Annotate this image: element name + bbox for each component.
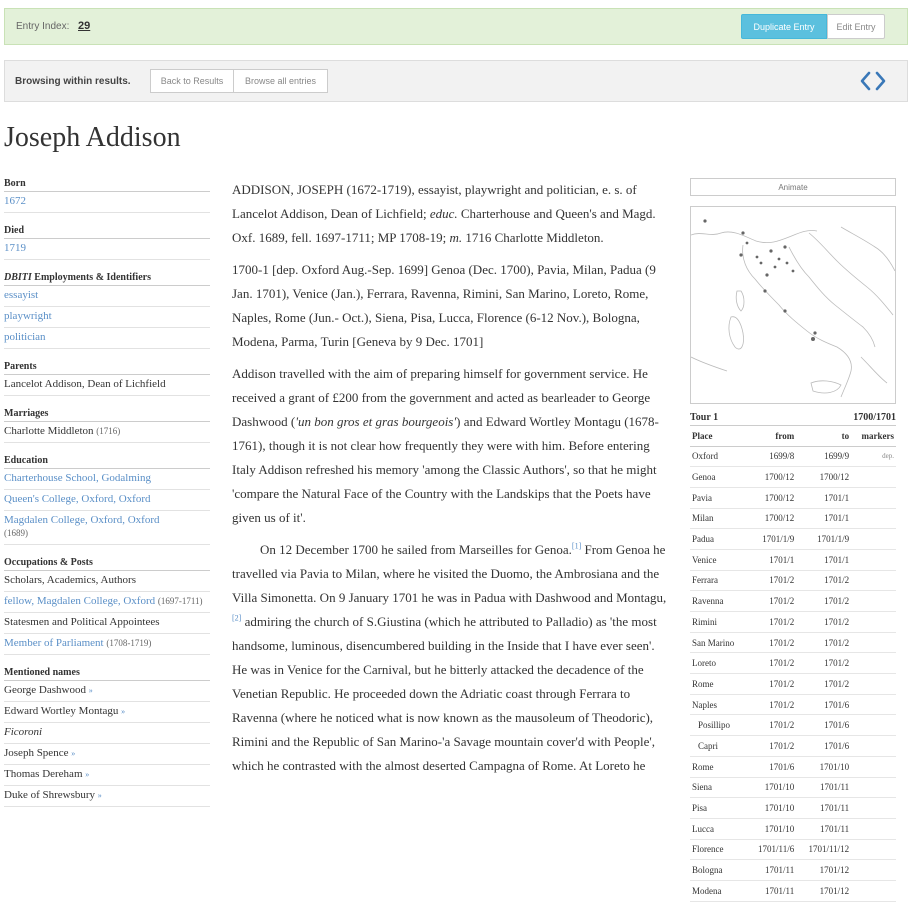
table-row[interactable]: Oxford 1699/8 1699/9 dep. [690, 446, 896, 467]
mentioned-name: Edward Wortley Montagu [4, 705, 119, 717]
marriage-year: (1716) [96, 426, 121, 436]
mentioned-names-heading: Mentioned names [4, 667, 210, 681]
table-row[interactable]: Rome 1701/2 1701/2 [690, 674, 896, 695]
entry-index-value[interactable]: 29 [78, 20, 91, 32]
born-year-link[interactable]: 1672 [4, 195, 26, 207]
table-row[interactable]: Padua 1701/1/9 1701/1/9 [690, 529, 896, 550]
entry-bar [4, 8, 908, 45]
table-row[interactable]: Lucca 1701/10 1701/11 [690, 818, 896, 839]
open-person-icon[interactable]: » [97, 791, 102, 800]
browse-label: Browsing within results. [15, 76, 131, 87]
back-to-results-button[interactable]: Back to Results [150, 69, 234, 93]
occupation-category: Scholars, Academics, Authors [4, 571, 210, 592]
animate-button[interactable]: Animate [690, 178, 896, 196]
bio-paragraph-itinerary: 1700-1 [dep. Oxford Aug.-Sep. 1699] Genoa (Dec. 1700), Pavia, Milan, Padua (9 Jan. 1701), Venice (Jan.), Ferrara, Ravenna, Rimini, San Marino, Loreto, Rome, Naples, Rome (Jun.- Oct.), Siena, Pisa, Lucca, Florence (6-12 Nov.), Bologna, Modena, Parma, Turin [Geneva by 9 Dec. 1701] [232, 262, 656, 349]
died-year-link[interactable]: 1719 [4, 242, 26, 254]
tour-years: 1700/1701 [853, 412, 896, 423]
mentioned-name: George Dashwood [4, 684, 86, 696]
bio-paragraph-journey: On 12 December 1700 he sailed from Marseilles for Genoa.[1] From Genoa he travelled via Pavia to Milan, where he visited the Duomo, the Ambrosiana and the Villa Simonetta. On 9 January 1701 he was in Padua with Dashwood and Montagu,[2] admiring the church of S.Giustina (which he attributed to Palladio) as 'the most handsome, luminous, disencumbered building in the Inside that I have ever seen'. He was in Venice for the Carnival, but he bitterly attacked the decadence of the Venetian Republic. He proceeded down the Adriatic coast through Ferrara to Ravenna (where he noticed what is now known as the mausoleum of Theodoric), Rimini and the Republic of San Marino-'a Savage mountain cover'd with People', which he contrasted with the almost deserted Campagna of Rome. At Loreto he [232, 541, 667, 773]
education-link[interactable]: Magdalen College, Oxford [4, 514, 123, 526]
col-from: from [747, 426, 796, 446]
employment-link[interactable]: playwright [4, 310, 52, 322]
footnote-link[interactable]: [2] [232, 613, 242, 623]
tour-map-markers [703, 219, 816, 341]
employments-heading: DBITI Employments & Identifiers [4, 272, 210, 286]
page-title: Joseph Addison [4, 122, 181, 153]
education-year: (1689) [4, 528, 28, 538]
table-row[interactable]: Posillipo 1701/2 1701/6 [690, 715, 896, 736]
tour-table [690, 426, 896, 902]
table-row[interactable]: Pavia 1700/12 1701/1 [690, 487, 896, 508]
dbiti-label: DBITI [4, 272, 32, 283]
spouse-name: Charlotte Middleton [4, 425, 94, 437]
table-row[interactable]: Milan 1700/12 1701/1 [690, 508, 896, 529]
table-row[interactable]: San Marino 1701/2 1701/2 [690, 632, 896, 653]
table-row[interactable]: Florence 1701/11/6 1701/11/12 [690, 839, 896, 860]
bio-paragraph-aims: Addison travelled with the aim of preparing himself for government service. He received a grant of £200 from the government and acted as bearleader to George Dashwood ('un bon gros et gras bourgeois') and Edward Wortley Montagu (1678-1761), though it is not clear how frequently they were with him. Before entering Italy Addison refreshed his memory 'among the Classic Authors', so that he might 'compare the Natural Face of the Country with the Landskips that the Poets have given us of it'. [232, 366, 659, 525]
open-person-icon[interactable]: » [121, 707, 126, 716]
entry-details-sidebar: Born 1672 Died 1719 DBITI Employments & Identifiers essayist playwright politician Parents Lancelot Addison, Dean of Lichfield Marriages Charlotte Middleton (1716) Education Charterhouse School, Godalming Queen's College, Oxford, Oxford Magdalen College, Oxford, Oxford (1689) Occupations & Posts Scholars, Academics, Authors fellow, Magdalen College, Oxford (1697-1711) Statesmen and Political Appointees Member of Parliament (1708-1719) Mentioned names George Dashwood » Edward Wortley Montagu » Ficoroni Joseph Spence » Thomas Dereham » Duke of Shrewsbury » [4, 178, 210, 807]
table-row[interactable]: Venice 1701/1 1701/1 [690, 549, 896, 570]
prev-entry-icon[interactable] [857, 69, 873, 93]
bio-paragraph-summary: ADDISON, JOSEPH (1672-1719), essayist, playwright and politician, e. s. of Lancelot Addison, Dean of Lichfield; educ. Charterhouse and Queen's and Magd. Oxf. 1689, fell. 1697-1711; MP 1708-19; m. 1716 Charlotte Middleton. [232, 182, 656, 245]
table-row[interactable]: Ravenna 1701/2 1701/2 [690, 591, 896, 612]
occupation-years: (1697-1711) [157, 596, 203, 606]
edit-entry-button[interactable]: Edit Entry [827, 14, 885, 39]
table-row[interactable]: Bologna 1701/11 1701/12 [690, 860, 896, 881]
open-person-icon[interactable]: » [85, 770, 90, 779]
browse-bar [4, 60, 908, 102]
table-row[interactable]: Siena 1701/10 1701/11 [690, 777, 896, 798]
occupation-years: (1708-1719) [106, 638, 152, 648]
occupation-place-link[interactable]: Magdalen College, Oxford [36, 595, 156, 607]
open-person-icon[interactable]: » [88, 686, 93, 695]
mentioned-name: Duke of Shrewsbury [4, 789, 96, 801]
mentioned-name: Joseph Spence [4, 747, 69, 759]
mentioned-name: Thomas Dereham [4, 768, 83, 780]
education-link[interactable]: Charterhouse School [4, 472, 96, 484]
occupation-link[interactable]: fellow [4, 595, 32, 607]
table-row[interactable]: Genoa 1700/12 1700/12 [690, 467, 896, 488]
parent-name: Lancelot Addison, Dean of Lichfield [4, 375, 210, 396]
occupations-heading: Occupations & Posts [4, 557, 210, 571]
table-row[interactable]: Pisa 1701/10 1701/11 [690, 798, 896, 819]
open-person-icon[interactable]: » [71, 749, 76, 758]
next-entry-icon[interactable] [873, 69, 889, 93]
table-row[interactable]: Rome 1701/6 1701/10 [690, 756, 896, 777]
tour-header [690, 412, 896, 426]
tour-label: Tour 1 [690, 412, 719, 423]
died-heading: Died [4, 225, 210, 239]
table-row[interactable]: Ferrara 1701/2 1701/2 [690, 570, 896, 591]
occupation-link[interactable]: Member of Parliament [4, 637, 104, 649]
prev-next-nav [857, 69, 889, 93]
born-heading: Born [4, 178, 210, 192]
tour-map[interactable] [690, 206, 896, 404]
education-place-link[interactable]: Oxford [127, 514, 160, 526]
occupation-category: Statesmen and Political Appointees [4, 613, 210, 634]
table-row[interactable]: Capri 1701/2 1701/6 [690, 736, 896, 757]
parents-heading: Parents [4, 361, 210, 375]
education-place-link[interactable]: Godalming [101, 472, 151, 484]
col-markers: markers [851, 426, 896, 446]
duplicate-entry-button[interactable]: Duplicate Entry [741, 14, 827, 39]
education-heading: Education [4, 455, 210, 469]
browse-all-entries-button[interactable]: Browse all entries [234, 69, 328, 93]
table-row[interactable]: Loreto 1701/2 1701/2 [690, 653, 896, 674]
tour-panel [690, 178, 896, 902]
table-row[interactable]: Modena 1701/11 1701/12 [690, 880, 896, 901]
entry-index-label: Entry Index: [16, 21, 70, 32]
biography-text [232, 178, 668, 786]
education-place-link[interactable]: Oxford [118, 493, 151, 505]
table-row[interactable]: Naples 1701/2 1701/6 [690, 694, 896, 715]
mentioned-name: Ficoroni [4, 726, 43, 738]
employment-link[interactable]: essayist [4, 289, 39, 301]
col-place: Place [690, 426, 747, 446]
education-link[interactable]: Queen's College, Oxford [4, 493, 114, 505]
footnote-link[interactable]: [1] [571, 541, 582, 551]
employment-link[interactable]: politician [4, 331, 46, 343]
table-row[interactable]: Rimini 1701/2 1701/2 [690, 612, 896, 633]
col-to: to [796, 426, 851, 446]
marriages-heading: Marriages [4, 408, 210, 422]
